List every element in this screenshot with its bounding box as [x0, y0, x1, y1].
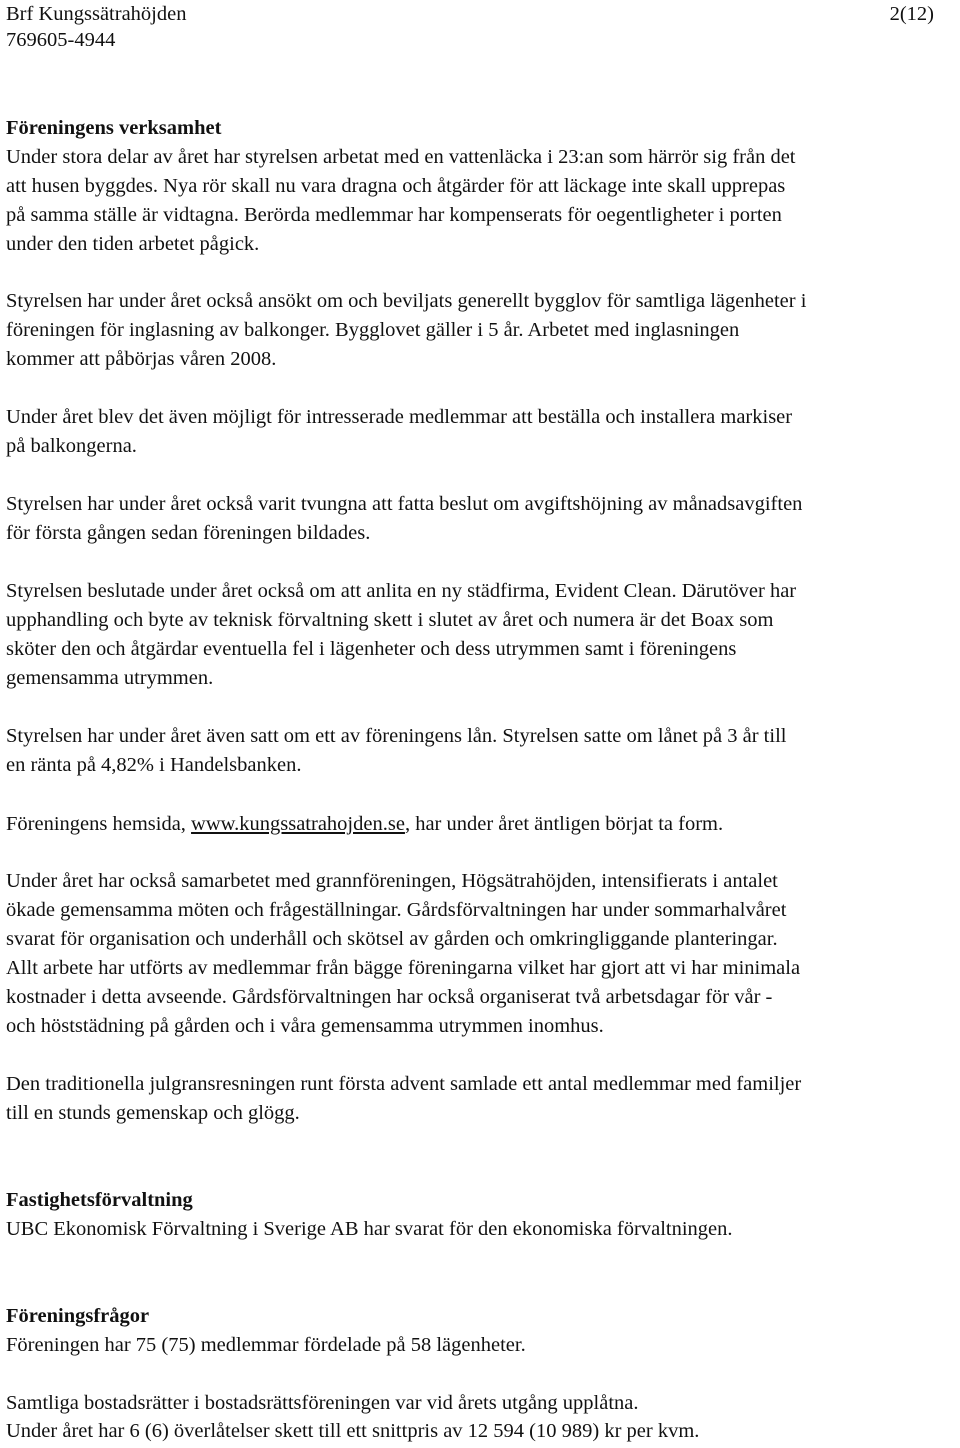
paragraph-line: Under året har 6 (6) överlåtelser skett till ett snittpris av 12 594 (10 989) kr per kvm.: [6, 1420, 700, 1442]
paragraph-line: Allt arbete har utförts av medlemmar från bägge föreningarna vilket har gjort att vi har minimala: [6, 957, 801, 979]
paragraph-line: Styrelsen har under året även satt om ett av föreningens lån. Styrelsen satte om lånet på 3 år till: [6, 725, 787, 747]
paragraph-text: Föreningens hemsida,: [6, 813, 192, 835]
paragraph-line: ökade gemensamma möten och frågeställningar. Gårdsförvaltningen har under sommarhalvåret: [6, 899, 787, 921]
section-heading-fastighet: Fastighetsförvaltning: [6, 1189, 193, 1211]
homepage-paragraph: [6, 810, 723, 839]
paragraph-line: Samtliga bostadsrätter i bostadsrättsföreningen var vid årets utgång upplåtna.: [6, 1392, 639, 1414]
header-org-number: 769605-4944: [6, 29, 116, 51]
paragraph-line: under den tiden arbetet pågick.: [6, 233, 260, 255]
homepage-link[interactable]: www.kungssatrahojden.se: [191, 813, 405, 835]
paragraph-line: på samma ställe är vidtagna. Berörda medlemmar har kompenserats för oegentligheter i porten: [6, 204, 782, 226]
paragraph-line: kommer att påbörjas våren 2008.: [6, 348, 277, 370]
section-heading-verksamhet: Föreningens verksamhet: [6, 117, 222, 139]
paragraph-line: UBC Ekonomisk Förvaltning i Sverige AB har svarat för den ekonomiska förvaltningen.: [6, 1218, 733, 1240]
paragraph-line: svarat för organisation och underhåll och skötsel av gården och omkringliggande planteringar.: [6, 928, 778, 950]
paragraph-line: och höststädning på gården och i våra gemensamma utrymmen inomhus.: [6, 1015, 604, 1037]
paragraph-line: Under året har också samarbetet med grannföreningen, Högsätrahöjden, intensifierats i antalet: [6, 870, 778, 892]
paragraph-line: gemensamma utrymmen.: [6, 667, 214, 689]
paragraph-line: Föreningen har 75 (75) medlemmar fördelade på 58 lägenheter.: [6, 1334, 526, 1356]
paragraph-line: Styrelsen har under året också varit tvungna att fatta beslut om avgiftshöjning av månadsavgiften: [6, 493, 803, 515]
paragraph-line: kostnader i detta avseende. Gårdsförvaltningen har också organiserat två arbetsdagar för vår -: [6, 986, 773, 1008]
paragraph-line: Styrelsen beslutade under året också om att anlita en ny städfirma, Evident Clean. Därutöver har: [6, 580, 797, 602]
paragraph-line: att husen byggdes. Nya rör skall nu vara dragna och åtgärder för att läckage inte skall upprepas: [6, 175, 786, 197]
paragraph-line: Under stora delar av året har styrelsen arbetat med en vattenläcka i 23:an som härrör sig från det: [6, 146, 796, 168]
header-org-name: Brf Kungssätrahöjden: [6, 3, 187, 25]
paragraph-line: sköter den och åtgärdar eventuella fel i lägenheter och dess utrymmen samt i föreningens: [6, 638, 737, 660]
paragraph-line: Den traditionella julgransresningen runt första advent samlade ett antal medlemmar med familjer: [6, 1073, 802, 1095]
paragraph-line: Styrelsen har under året också ansökt om och beviljats generellt bygglov för samtliga lägenheter i: [6, 290, 807, 312]
section-heading-fragor: Föreningsfrågor: [6, 1305, 150, 1327]
paragraph-line: på balkongerna.: [6, 435, 137, 457]
paragraph-text: , har under året äntligen börjat ta form.: [404, 813, 724, 835]
paragraph-line: Under året blev det även möjligt för intresserade medlemmar att beställa och installera markiser: [6, 406, 793, 428]
paragraph-line: upphandling och byte av teknisk förvaltning skett i slutet av året och numera är det Boax som: [6, 609, 774, 631]
paragraph-line: en ränta på 4,82% i Handelsbanken.: [6, 754, 302, 776]
paragraph-line: till en stunds gemenskap och glögg.: [6, 1102, 300, 1124]
page-indicator: 2(12): [889, 3, 934, 25]
paragraph-line: för första gången sedan föreningen bildades.: [6, 522, 371, 544]
paragraph-line: föreningen för inglasning av balkonger. Bygglovet gäller i 5 år. Arbetet med inglasningen: [6, 319, 740, 341]
